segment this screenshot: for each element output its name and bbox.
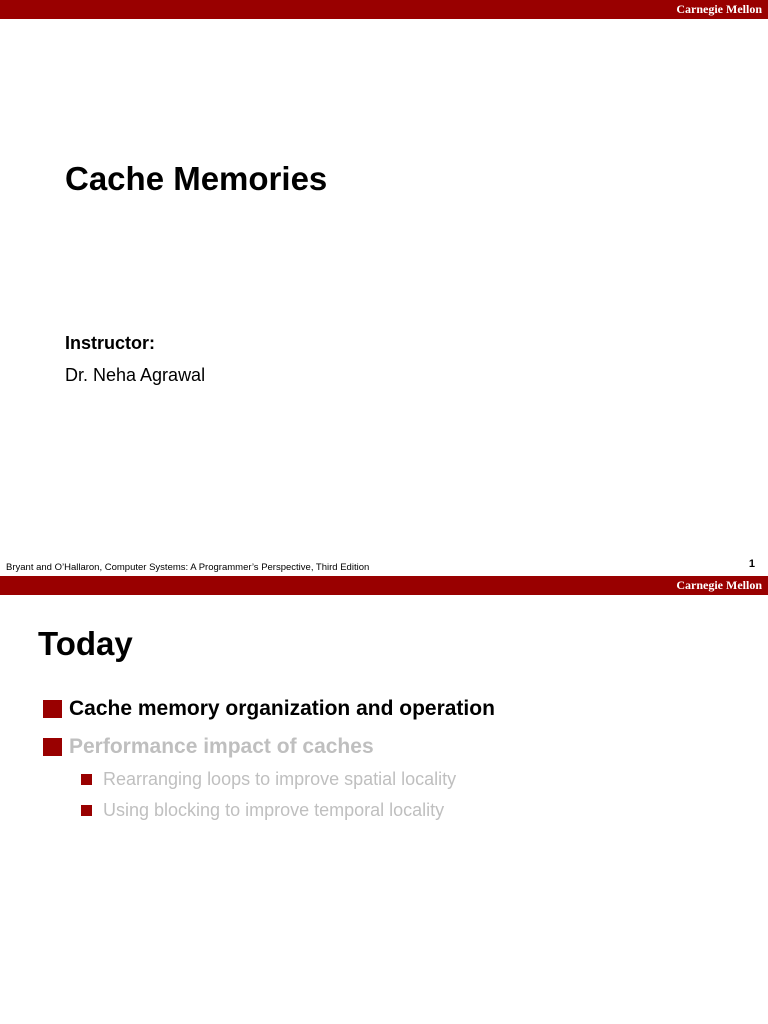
square-bullet-icon [43,700,62,718]
footer-credit: Bryant and O’Hallaron, Computer Systems: A Programmer’s Perspective, Third Edition [6,562,370,573]
agenda-title: Today [38,625,133,662]
sub-bullet-text: Using blocking to improve temporal locality [103,800,445,820]
header-bar [0,576,768,595]
bullet-text: Cache memory organization and operation [69,697,495,720]
sub-bullet-item [81,768,456,790]
small-square-bullet-icon [81,774,92,785]
instructor-name: Dr. Neha Agrawal [65,365,206,385]
brand-logo-text: Carnegie Mellon [676,578,762,592]
square-bullet-icon [43,738,62,756]
small-square-bullet-icon [81,805,92,816]
bullet-item [43,696,495,722]
header-bar [0,0,768,19]
slide-title-text: Cache Memories [65,160,328,197]
sub-bullet-item [81,799,444,821]
page-number: 1 [748,558,755,570]
sub-bullet-text: Rearranging loops to improve spatial locality [103,769,457,789]
bullet-text: Performance impact of caches [69,735,374,758]
bullet-item [43,734,374,760]
slide-agenda [0,576,768,1024]
instructor-label: Instructor: [65,333,155,353]
brand-logo-text: Carnegie Mellon [676,2,762,16]
